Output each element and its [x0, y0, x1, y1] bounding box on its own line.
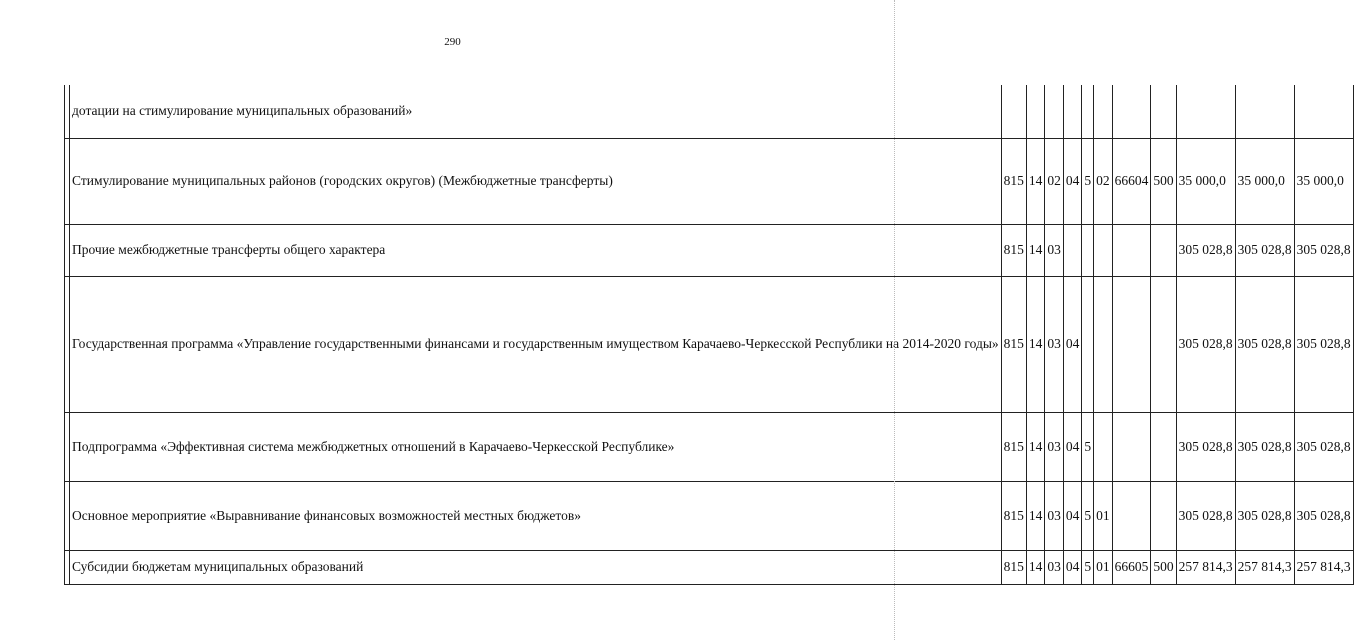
admin-code-cell	[1001, 85, 1026, 138]
subprogram-cell	[1082, 276, 1094, 412]
event-cell	[1094, 85, 1113, 138]
amount-year3-cell: 35 000,0	[1294, 138, 1353, 224]
item-name-cell: Подпрограмма «Эффективная система межбюджетных отношений в Карачаево-Черкесской Республике»	[70, 412, 1002, 481]
expense-type-cell: 500	[1151, 550, 1176, 584]
subprogram-cell: 5	[1082, 412, 1094, 481]
subprogram-cell: 5	[1082, 138, 1094, 224]
direction-cell	[1112, 276, 1151, 412]
section-cell: 14	[1026, 481, 1045, 550]
admin-code-cell: 815	[1001, 481, 1026, 550]
event-cell: 01	[1094, 481, 1113, 550]
subsection-cell	[1045, 85, 1064, 138]
program-cell: 04	[1063, 481, 1082, 550]
section-cell: 14	[1026, 412, 1045, 481]
item-name-cell: Государственная программа «Управление государственными финансами и государственным имуществом Карачаево-Черкесской Республики на 2014-2020 годы»	[70, 276, 1002, 412]
amount-year2-cell: 305 028,8	[1235, 412, 1294, 481]
item-name-cell: Прочие межбюджетные трансферты общего характера	[70, 224, 1002, 276]
event-cell: 02	[1094, 138, 1113, 224]
admin-code-cell: 815	[1001, 550, 1026, 584]
table-row	[65, 550, 1354, 584]
amount-year1-cell: 305 028,8	[1176, 481, 1235, 550]
amount-year2-cell: 305 028,8	[1235, 276, 1294, 412]
section-cell: 14	[1026, 550, 1045, 584]
amount-year1-cell: 35 000,0	[1176, 138, 1235, 224]
amount-year3-cell: 305 028,8	[1294, 481, 1353, 550]
direction-cell	[1112, 481, 1151, 550]
admin-code-cell: 815	[1001, 276, 1026, 412]
subprogram-cell: 5	[1082, 481, 1094, 550]
item-name-cell: дотации на стимулирование муниципальных образований»	[70, 85, 1002, 138]
admin-code-cell: 815	[1001, 138, 1026, 224]
program-cell: 04	[1063, 276, 1082, 412]
item-name-cell: Стимулирование муниципальных районов (городских округов) (Межбюджетные трансферты)	[70, 138, 1002, 224]
page-edge	[894, 0, 905, 640]
table-row	[65, 224, 1354, 276]
admin-code-cell: 815	[1001, 224, 1026, 276]
budget-table	[64, 85, 1354, 585]
expense-type-cell	[1151, 481, 1176, 550]
table-row	[65, 481, 1354, 550]
expense-type-cell	[1151, 224, 1176, 276]
amount-year2-cell: 257 814,3	[1235, 550, 1294, 584]
subprogram-cell	[1082, 85, 1094, 138]
table-row	[65, 138, 1354, 224]
event-cell	[1094, 412, 1113, 481]
item-name-cell: Основное мероприятие «Выравнивание финансовых возможностей местных бюджетов»	[70, 481, 1002, 550]
subprogram-cell: 5	[1082, 550, 1094, 584]
amount-year2-cell: 305 028,8	[1235, 481, 1294, 550]
subsection-cell: 02	[1045, 138, 1064, 224]
amount-year1-cell: 257 814,3	[1176, 550, 1235, 584]
amount-year3-cell	[1294, 85, 1353, 138]
page-number: 290	[444, 36, 461, 48]
subsection-cell: 03	[1045, 276, 1064, 412]
section-cell: 14	[1026, 276, 1045, 412]
table-row	[65, 85, 1354, 138]
amount-year3-cell: 305 028,8	[1294, 276, 1353, 412]
subsection-cell: 03	[1045, 550, 1064, 584]
direction-cell	[1112, 412, 1151, 481]
section-cell: 14	[1026, 138, 1045, 224]
amount-year3-cell: 305 028,8	[1294, 224, 1353, 276]
direction-cell	[1112, 224, 1151, 276]
expense-type-cell: 500	[1151, 138, 1176, 224]
amount-year1-cell: 305 028,8	[1176, 276, 1235, 412]
subsection-cell: 03	[1045, 481, 1064, 550]
subsection-cell: 03	[1045, 224, 1064, 276]
amount-year3-cell: 305 028,8	[1294, 412, 1353, 481]
expense-type-cell	[1151, 412, 1176, 481]
program-cell: 04	[1063, 138, 1082, 224]
amount-year1-cell	[1176, 85, 1235, 138]
program-cell	[1063, 85, 1082, 138]
program-cell	[1063, 224, 1082, 276]
item-name-cell: Субсидии бюджетам муниципальных образований	[70, 550, 1002, 584]
amount-year1-cell: 305 028,8	[1176, 224, 1235, 276]
direction-cell: 66604	[1112, 138, 1151, 224]
section-cell: 14	[1026, 224, 1045, 276]
expense-type-cell	[1151, 85, 1176, 138]
table-row	[65, 276, 1354, 412]
direction-cell	[1112, 85, 1151, 138]
amount-year2-cell: 35 000,0	[1235, 138, 1294, 224]
expense-type-cell	[1151, 276, 1176, 412]
section-cell	[1026, 85, 1045, 138]
admin-code-cell: 815	[1001, 412, 1026, 481]
event-cell: 01	[1094, 550, 1113, 584]
subprogram-cell	[1082, 224, 1094, 276]
program-cell: 04	[1063, 412, 1082, 481]
subsection-cell: 03	[1045, 412, 1064, 481]
amount-year3-cell: 257 814,3	[1294, 550, 1353, 584]
program-cell: 04	[1063, 550, 1082, 584]
event-cell	[1094, 276, 1113, 412]
table-row	[65, 412, 1354, 481]
amount-year2-cell: 305 028,8	[1235, 224, 1294, 276]
event-cell	[1094, 224, 1113, 276]
amount-year2-cell	[1235, 85, 1294, 138]
amount-year1-cell: 305 028,8	[1176, 412, 1235, 481]
direction-cell: 66605	[1112, 550, 1151, 584]
